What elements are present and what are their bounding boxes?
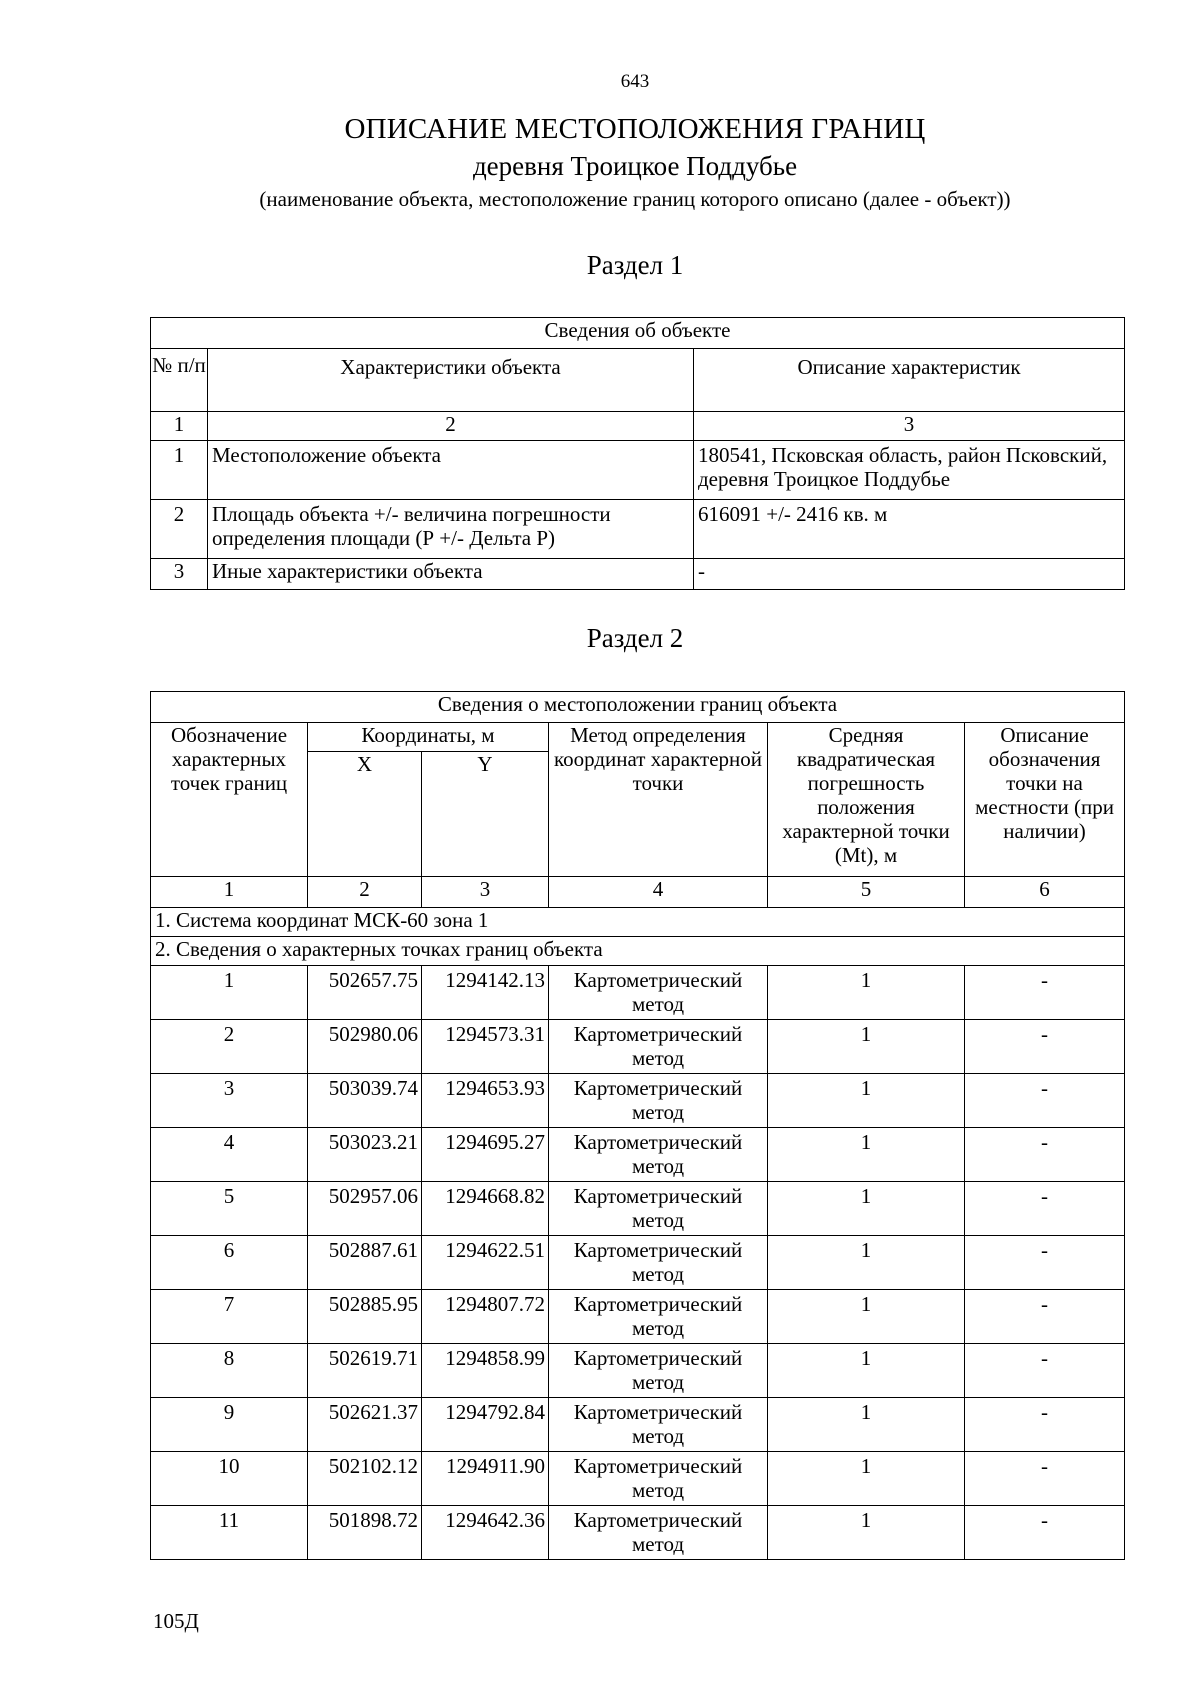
document-title: ОПИСАНИЕ МЕСТОПОЛОЖЕНИЯ ГРАНИЦ [344,113,926,145]
coordinate-y: 1294668.82 [422,1182,549,1236]
point-mt: 1 [768,966,965,1020]
header-coordinates: Координаты, м [308,723,549,752]
header-num: № п/п [151,349,208,412]
point-method: Картометрический метод [549,1074,768,1128]
point-description: - [965,1344,1125,1398]
header-y: Y [422,752,549,877]
point-number: 2 [151,1020,308,1074]
point-description: - [965,1398,1125,1452]
table-row [151,559,1125,590]
coordinate-y: 1294858.99 [422,1344,549,1398]
coordinate-y: 1294642.36 [422,1506,549,1560]
table-row [151,500,1125,559]
table-row [151,1020,1125,1074]
row-characteristic: Площадь объекта +/- величина погрешности определения площади (Р +/- Дельта Р) [208,500,694,559]
point-number: 1 [151,966,308,1020]
point-description: - [965,1128,1125,1182]
document-caption: (наименование объекта, местоположение границ которого описано (далее - объект)) [259,187,1011,211]
point-method: Картометрический метод [549,1236,768,1290]
point-description: - [965,1236,1125,1290]
table-row [151,1290,1125,1344]
point-mt: 1 [768,1290,965,1344]
table-row [151,1128,1125,1182]
boundary-points-table [150,691,1125,1560]
coordinate-x: 503039.74 [308,1074,422,1128]
point-description: - [965,1290,1125,1344]
coordinate-x: 502887.61 [308,1236,422,1290]
point-method: Картометрический метод [549,1398,768,1452]
point-description: - [965,1506,1125,1560]
column-number: 4 [549,877,768,908]
boundary-table-caption: Сведения о местоположении границ объекта [151,692,1125,723]
column-number: 5 [768,877,965,908]
point-method: Картометрический метод [549,966,768,1020]
point-mt: 1 [768,1236,965,1290]
coordinate-x: 501898.72 [308,1506,422,1560]
point-mt: 1 [768,1182,965,1236]
point-number: 5 [151,1182,308,1236]
column-number: 1 [151,412,208,441]
footer-code: 105Д [153,1609,199,1633]
header-characteristic: Характеристики объекта [208,349,694,412]
table-row [151,1344,1125,1398]
coordinate-x: 503023.21 [308,1128,422,1182]
coordinate-x: 502980.06 [308,1020,422,1074]
coordinate-y: 1294792.84 [422,1398,549,1452]
point-description: - [965,1182,1125,1236]
point-description: - [965,1074,1125,1128]
row-description: 616091 +/- 2416 кв. м [694,500,1125,559]
point-number: 3 [151,1074,308,1128]
coordinate-y: 1294695.27 [422,1128,549,1182]
table-row [151,1506,1125,1560]
point-number: 9 [151,1398,308,1452]
header-point-description: Описание обозначения точки на местности (при наличии) [965,723,1125,877]
point-number: 4 [151,1128,308,1182]
row-num: 2 [151,500,208,559]
table-row [151,1236,1125,1290]
column-number: 3 [422,877,549,908]
table-row [151,1452,1125,1506]
row-num: 1 [151,441,208,500]
point-method: Картометрический метод [549,1506,768,1560]
coordinate-y: 1294622.51 [422,1236,549,1290]
coordinate-y: 1294653.93 [422,1074,549,1128]
table-row [151,1398,1125,1452]
section-2-heading: Раздел 2 [586,623,684,653]
header-point: Обозначение характерных точек границ [151,723,308,877]
row-description: 180541, Псковская область, район Псковский, деревня Троицкое Поддубье [694,441,1125,500]
object-info-table [150,317,1125,590]
point-method: Картометрический метод [549,1020,768,1074]
coordinate-x: 502957.06 [308,1182,422,1236]
point-number: 10 [151,1452,308,1506]
table-row [151,1182,1125,1236]
point-description: - [965,966,1125,1020]
point-description: - [965,1452,1125,1506]
coordinate-y: 1294142.13 [422,966,549,1020]
row-description: - [694,559,1125,590]
point-mt: 1 [768,1452,965,1506]
section-1-heading: Раздел 1 [586,250,684,280]
coordinate-x: 502885.95 [308,1290,422,1344]
row-characteristic: Местоположение объекта [208,441,694,500]
row-num: 3 [151,559,208,590]
points-info-note: 2. Сведения о характерных точках границ объекта [151,937,1125,966]
header-x: X [308,752,422,877]
header-method: Метод определения координат характерной точки [549,723,768,877]
point-method: Картометрический метод [549,1344,768,1398]
point-number: 6 [151,1236,308,1290]
point-method: Картометрический метод [549,1128,768,1182]
header-mt: Средняя квадратическая погрешность положения характерной точки (Mt), м [768,723,965,877]
point-number: 8 [151,1344,308,1398]
coordinate-x: 502619.71 [308,1344,422,1398]
point-mt: 1 [768,1128,965,1182]
point-number: 11 [151,1506,308,1560]
column-number: 2 [308,877,422,908]
coordinate-x: 502657.75 [308,966,422,1020]
point-number: 7 [151,1290,308,1344]
coordinate-y: 1294573.31 [422,1020,549,1074]
page-number: 643 [620,71,650,92]
column-number: 1 [151,877,308,908]
coordinate-x: 502102.12 [308,1452,422,1506]
coordinate-y: 1294911.90 [422,1452,549,1506]
table-row [151,966,1125,1020]
point-method: Картометрический метод [549,1290,768,1344]
object-info-caption: Сведения об объекте [151,318,1125,349]
coordinate-x: 502621.37 [308,1398,422,1452]
point-mt: 1 [768,1398,965,1452]
table-row [151,1074,1125,1128]
point-mt: 1 [768,1020,965,1074]
column-number: 6 [965,877,1125,908]
point-mt: 1 [768,1074,965,1128]
coordinate-y: 1294807.72 [422,1290,549,1344]
point-method: Картометрический метод [549,1452,768,1506]
column-number: 3 [694,412,1125,441]
point-mt: 1 [768,1344,965,1398]
header-description: Описание характеристик [694,349,1125,412]
point-mt: 1 [768,1506,965,1560]
coordinate-system-note: 1. Система координат МСК-60 зона 1 [151,908,1125,937]
column-number: 2 [208,412,694,441]
row-characteristic: Иные характеристики объекта [208,559,694,590]
point-description: - [965,1020,1125,1074]
point-method: Картометрический метод [549,1182,768,1236]
document-subtitle: деревня Троицкое Поддубье [472,151,798,181]
table-row [151,441,1125,500]
